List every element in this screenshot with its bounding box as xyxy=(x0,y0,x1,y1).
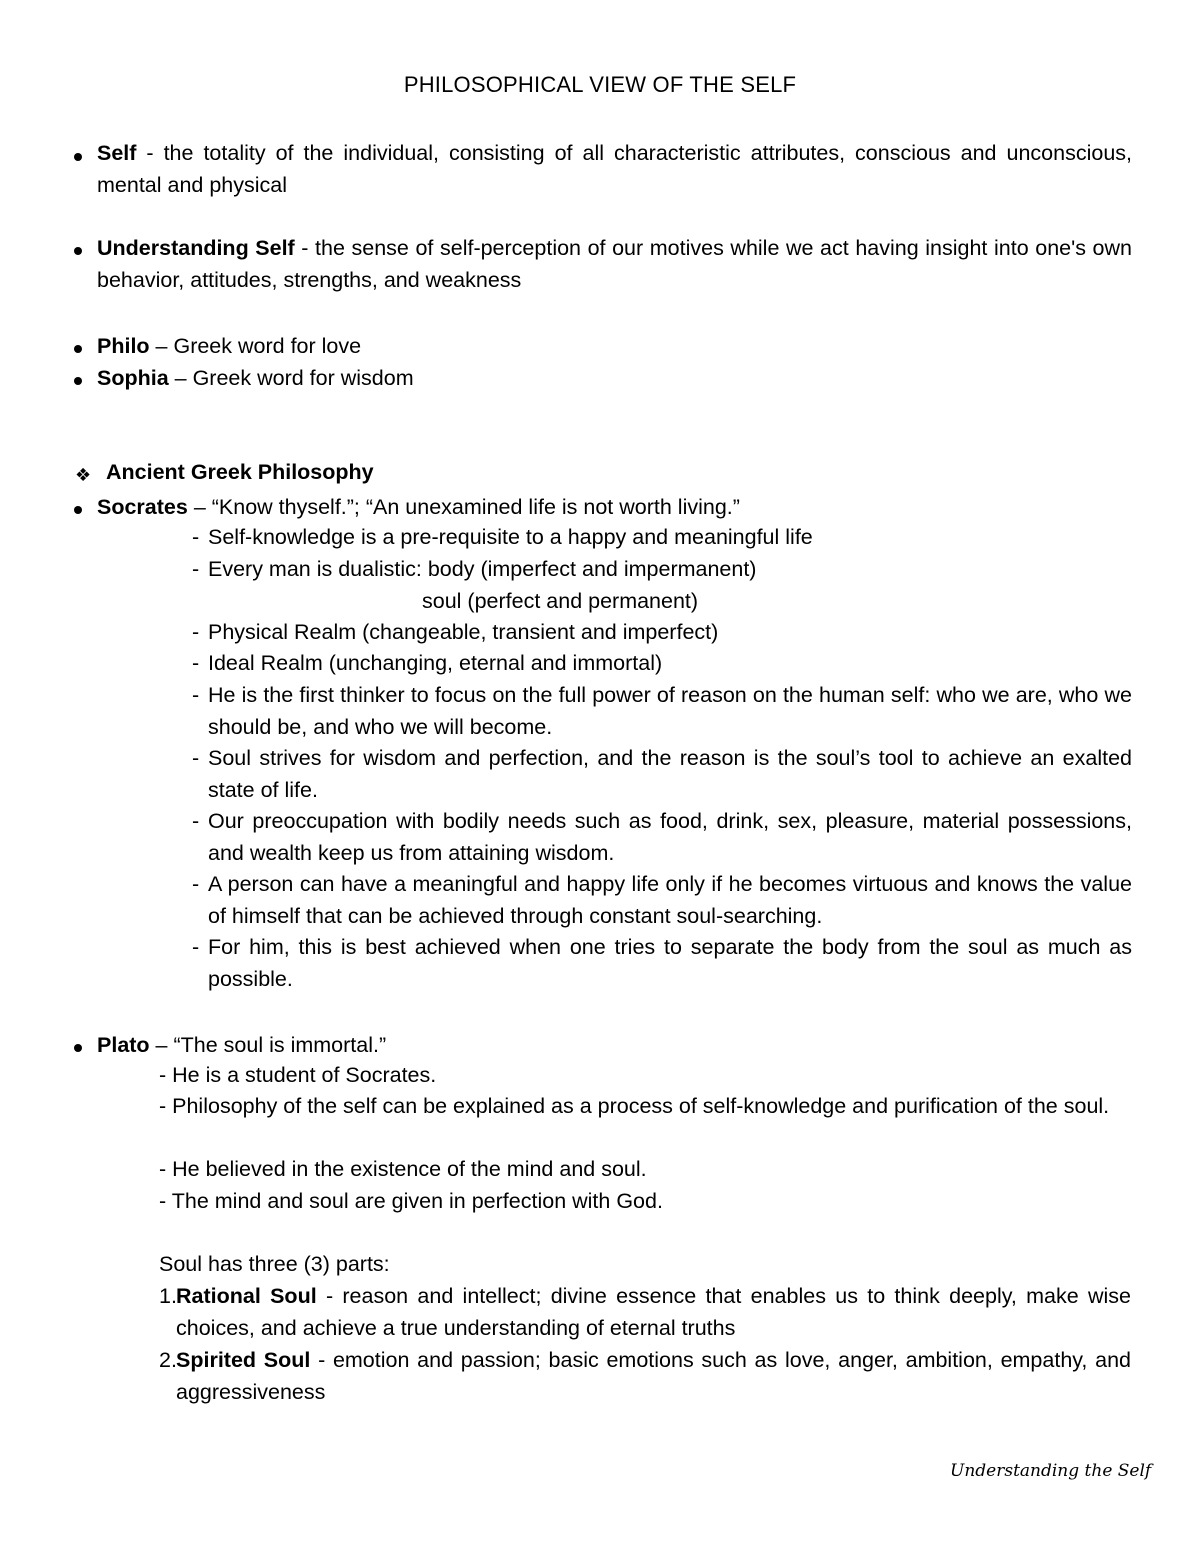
soul-part-name: Spirited Soul xyxy=(176,1348,311,1372)
soul-part-name: Rational Soul xyxy=(176,1284,317,1308)
socrates-point-continued: soul (perfect and permanent) xyxy=(422,589,699,613)
bullet-icon xyxy=(74,247,82,255)
socrates-point: - Soul strives for wisdom and perfection, and the reason is the soul’s tool to achieve an exalted state of life. xyxy=(192,746,1132,802)
bullet-icon xyxy=(74,377,82,385)
socrates-point: - Every man is dualistic: body (imperfect and impermanent) xyxy=(192,557,757,581)
socrates-point: - Physical Realm (changeable, transient and imperfect) xyxy=(192,620,719,644)
soul-parts-intro: Soul has three (3) parts: xyxy=(159,1252,390,1276)
bullet-icon xyxy=(74,345,82,353)
socrates-point: - A person can have a meaningful and happy life only if he becomes virtuous and knows the value of himself that can be achieved through constant soul-searching. xyxy=(192,872,1132,928)
plato-heading xyxy=(97,1029,1132,1061)
definition-self: Self - the totality of the individual, consisting of all characteristic attributes, conscious and unconscious, mental and physical xyxy=(97,141,1132,197)
section-heading: Ancient Greek Philosophy xyxy=(106,460,374,484)
term: Sophia xyxy=(97,366,169,390)
definition-text: the totality of the individual, consisting of all characteristic attributes, conscious and unconscious, mental and physical xyxy=(97,141,1132,197)
socrates-point: - For him, this is best achieved when one tries to separate the body from the soul as much as possible. xyxy=(192,935,1132,991)
diamond-bullet-icon: ❖ xyxy=(75,465,92,485)
definition-text: Greek word for love xyxy=(173,334,362,358)
socrates-heading xyxy=(97,491,1132,523)
definition-text: the sense of self-perception of our motives while we act having insight into one's own behavior, attitudes, strengths, and weakness xyxy=(97,236,1132,292)
philosopher-name: Plato xyxy=(97,1033,150,1057)
socrates-point: - Ideal Realm (unchanging, eternal and immortal) xyxy=(192,651,663,675)
page-title: PHILOSOPHICAL VIEW OF THE SELF xyxy=(403,72,797,97)
definition-understanding-self: Understanding Self - the sense of self-perception of our motives while we act having insight into one's own behavior, attitudes, strengths, and weakness xyxy=(97,236,1132,292)
plato-point: - The mind and soul are given in perfection with God. xyxy=(159,1189,663,1213)
socrates-point: - Self-knowledge is a pre-requisite to a happy and meaningful life xyxy=(192,525,813,549)
socrates-point: - He is the first thinker to focus on the full power of reason on the human self: who we are, who we should be, and who we will become. xyxy=(192,683,1132,739)
page-footer: Understanding the Self xyxy=(950,1461,1152,1481)
definition-text: Greek word for wisdom xyxy=(192,366,414,390)
bullet-icon xyxy=(74,153,82,161)
plato-point: - He believed in the existence of the mind and soul. xyxy=(159,1157,647,1181)
philosopher-quote: – “Know thyself.”; “An unexamined life is not worth living.” xyxy=(187,495,740,519)
definition-philo: Philo – Greek word for love xyxy=(97,334,362,358)
socrates-point: - Our preoccupation with bodily needs such as food, drink, sex, pleasure, material possessions, and wealth keep us from attaining wisdom. xyxy=(192,809,1132,865)
soul-part-item: 2. Spirited Soul - emotion and passion; basic emotions such as love, anger, ambition, empathy, and aggressiveness xyxy=(159,1348,1131,1404)
philosopher-name: Socrates xyxy=(97,495,188,519)
bullet-icon xyxy=(74,506,82,514)
philosopher-quote: – “The soul is immortal.” xyxy=(149,1033,387,1057)
term: Self xyxy=(97,141,137,165)
soul-part-item: 1. Rational Soul - reason and intellect; divine essence that enables us to think deeply, make wise choices, and achieve a true understanding of eternal truths xyxy=(159,1284,1131,1340)
definition-sophia: Sophia – Greek word for wisdom xyxy=(97,366,414,390)
plato-point: - He is a student of Socrates. xyxy=(159,1063,437,1087)
term: Philo xyxy=(97,334,150,358)
bullet-icon xyxy=(74,1044,82,1052)
plato-point: - Philosophy of the self can be explained as a process of self-knowledge and purification of the soul. xyxy=(159,1094,1110,1118)
term: Understanding Self xyxy=(97,236,295,260)
